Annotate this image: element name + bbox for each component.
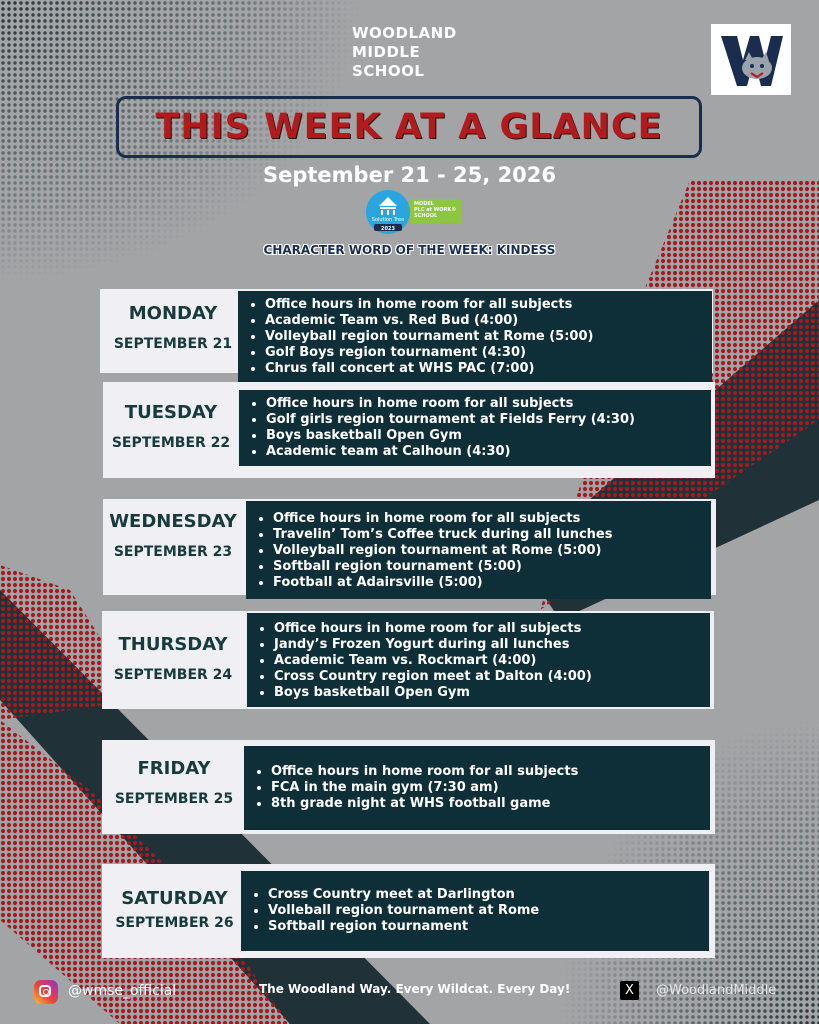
x-handle[interactable]: @WoodlandMiddle — [656, 983, 777, 998]
plc-line-3: SCHOOL — [414, 213, 438, 219]
event-item: • Cross Country meet at Darlington — [268, 887, 709, 903]
event-item: • Chrus fall concert at WHS PAC (7:00) — [265, 361, 712, 377]
day-card-thursday — [102, 611, 714, 709]
event-item: • Office hours in home room for all subjects — [273, 511, 711, 527]
wildcat-logo — [711, 24, 791, 95]
page-title: THIS WEEK AT A GLANCE — [155, 107, 663, 147]
plc-at-work-badge — [410, 199, 461, 223]
day-label — [102, 634, 244, 683]
event-item: • Golf Boys region tournament (4:30) — [265, 345, 712, 361]
day-date: SEPTEMBER 26 — [115, 915, 234, 931]
day-label — [102, 758, 246, 807]
day-date: SEPTEMBER 25 — [114, 791, 234, 807]
day-card-tuesday — [103, 382, 715, 478]
event-item: • 8th grade night at WHS football game — [271, 796, 710, 812]
event-item: • Office hours in home room for all subjects — [266, 396, 711, 412]
event-item: • Office hours in home room for all subjects — [271, 764, 710, 780]
day-date: SEPTEMBER 24 — [113, 667, 233, 683]
event-list — [241, 887, 709, 935]
instagram-handle[interactable]: @wmse_official — [68, 983, 177, 999]
day-name: TUESDAY — [124, 402, 218, 423]
day-name: FRIDAY — [137, 758, 211, 779]
plc-line-2: PLC at WORK® — [414, 207, 457, 213]
title-frame — [116, 96, 702, 158]
event-item: • Travelin’ Tom’s Coffee truck during all lunches — [273, 527, 711, 543]
day-date: SEPTEMBER 21 — [113, 336, 233, 352]
school-name — [352, 24, 457, 81]
event-item: • Office hours in home room for all subjects — [274, 621, 710, 637]
event-list — [244, 764, 710, 812]
day-card-saturday — [102, 864, 715, 958]
day-name: MONDAY — [128, 303, 218, 324]
event-item: • Boys basketball Open Gym — [266, 428, 711, 444]
event-list — [238, 297, 712, 377]
event-item: • Volleball region tournament at Rome — [268, 903, 709, 919]
day-name: SATURDAY — [121, 888, 228, 909]
school-name-line-2: MIDDLE — [352, 43, 421, 61]
event-item: • Academic Team vs. Rockmart (4:00) — [274, 653, 710, 669]
event-item: • Jandy’s Frozen Yogurt during all lunches — [274, 637, 710, 653]
events-panel — [241, 871, 709, 951]
event-item: • Softball region tournament — [268, 919, 709, 935]
event-item: • Academic Team vs. Red Bud (4:00) — [265, 313, 712, 329]
event-item: • Office hours in home room for all subjects — [265, 297, 712, 313]
school-motto: The Woodland Way. Every Wildcat. Every Day! — [259, 982, 571, 996]
school-name-line-1: WOODLAND — [352, 24, 457, 42]
event-list — [247, 621, 710, 701]
x-twitter-icon[interactable]: X — [620, 981, 639, 1000]
day-label — [103, 402, 239, 451]
event-list — [239, 396, 711, 460]
event-item: • Academic team at Calhoun (4:30) — [266, 444, 711, 460]
events-panel — [247, 613, 710, 707]
event-item: • Volleyball region tournament at Rome (5:00) — [265, 329, 712, 345]
character-word-of-week: CHARACTER WORD OF THE WEEK: KINDESS — [263, 243, 556, 257]
event-item: • Golf girls region tournament at Fields Ferry (4:30) — [266, 412, 711, 428]
day-name: THURSDAY — [118, 634, 228, 655]
solution-tree-badge — [366, 190, 410, 234]
events-panel — [246, 501, 711, 599]
instagram-icon[interactable] — [34, 980, 58, 1004]
day-label — [102, 888, 247, 931]
day-label — [103, 511, 243, 560]
plc-line-1: MODEL — [414, 201, 434, 207]
day-card-friday — [102, 740, 715, 834]
event-item: • Boys basketball Open Gym — [274, 685, 710, 701]
event-item: • Football at Adairsville (5:00) — [273, 575, 711, 591]
day-label — [100, 303, 246, 352]
event-item: • Softball region tournament (5:00) — [273, 559, 711, 575]
solution-tree-year: 2023 — [381, 226, 395, 232]
event-item: • Volleyball region tournament at Rome (5:00) — [273, 543, 711, 559]
day-card-wednesday — [103, 499, 716, 595]
solution-tree-name: Solution Tree — [371, 217, 405, 223]
event-list — [246, 511, 711, 591]
day-card-monday — [100, 289, 713, 376]
events-panel — [244, 746, 710, 830]
event-item: • FCA in the main gym (7:30 am) — [271, 780, 710, 796]
events-panel — [238, 291, 712, 382]
week-date-range: September 21 - 25, 2026 — [262, 163, 557, 187]
day-name: WEDNESDAY — [109, 511, 237, 532]
events-panel — [239, 390, 711, 466]
event-item: • Cross Country region meet at Dalton (4:00) — [274, 669, 710, 685]
day-date: SEPTEMBER 22 — [111, 435, 231, 451]
day-date: SEPTEMBER 23 — [113, 544, 233, 560]
school-name-line-3: SCHOOL — [352, 62, 425, 80]
